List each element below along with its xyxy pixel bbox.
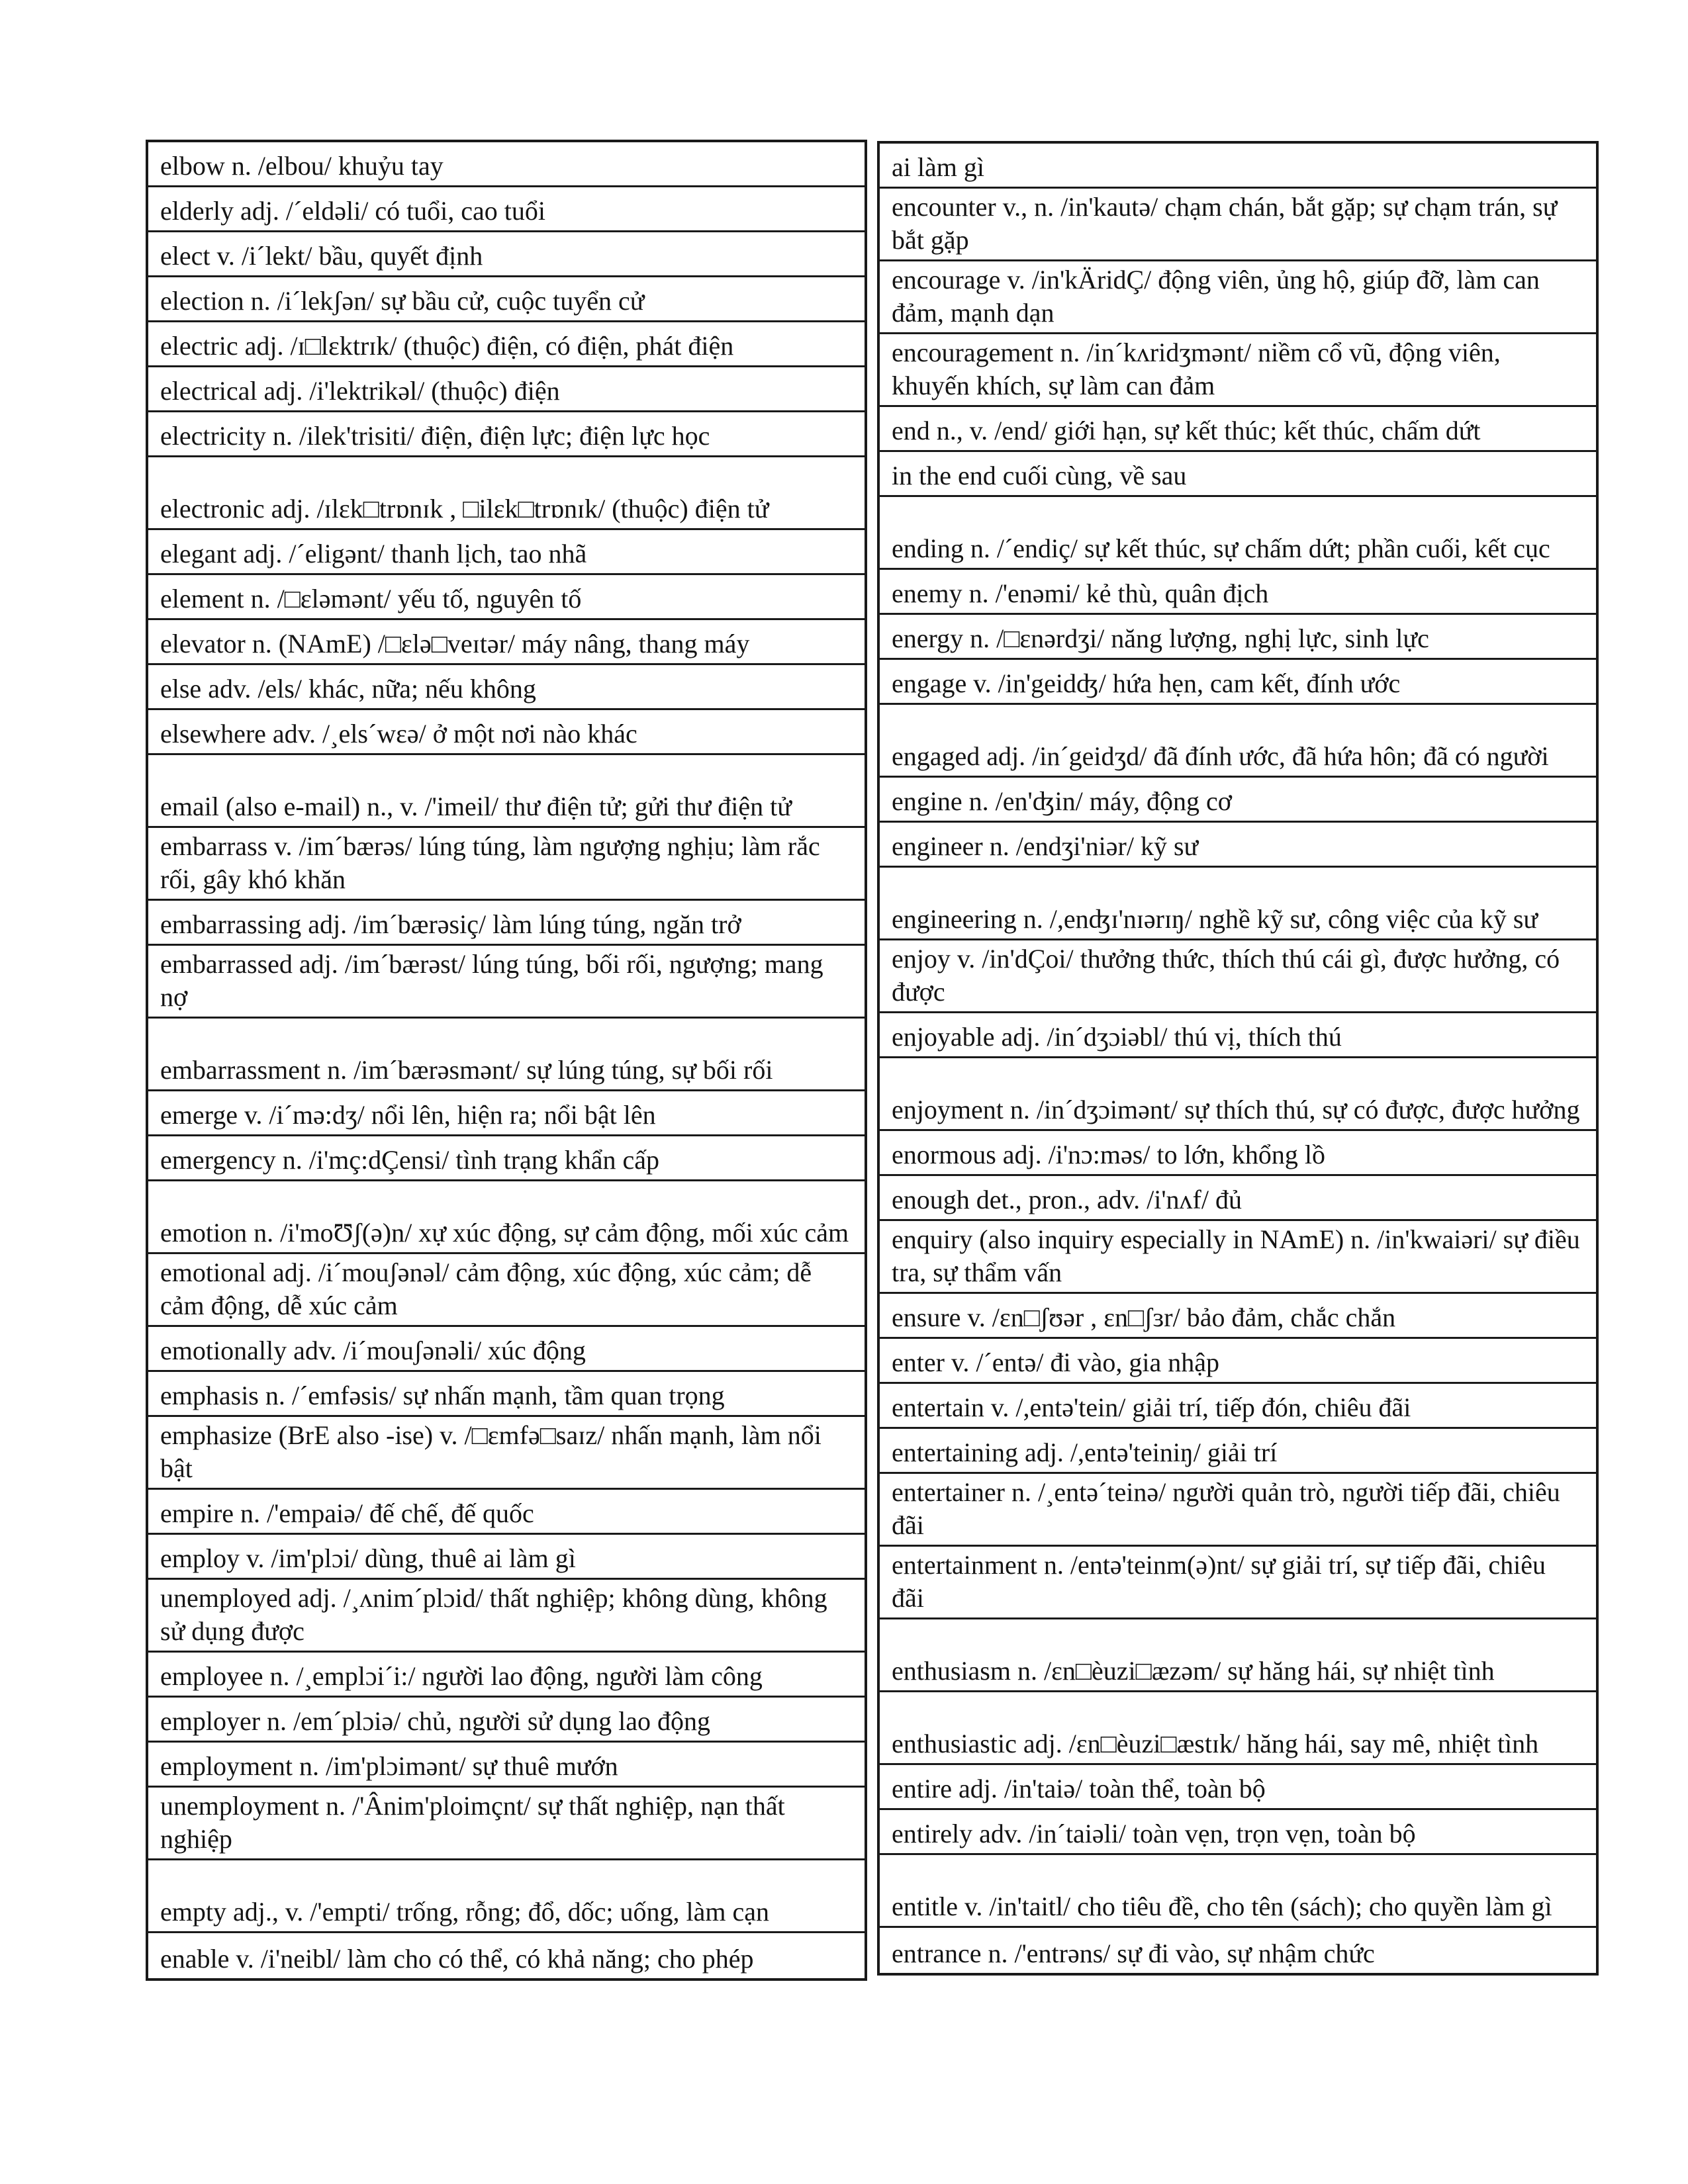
vocab-entry-text: emerge v. /i´mə:dʒ/ nổi lên, hiện ra; nổi bật lên <box>160 1100 656 1130</box>
vocab-entry-text: entire adj. /in'taiə/ toàn thể, toàn bộ <box>892 1774 1266 1803</box>
vocab-entry-text: entirely adv. /in´taiəli/ toàn vẹn, trọn vẹn, toàn bộ <box>892 1819 1416 1848</box>
vocab-entry-text: embarrassment n. /im´bærəsmənt/ sự lúng túng, sự bối rối <box>160 1055 773 1085</box>
vocab-entry-text: unemployed adj. /¸ʌnim´plɔid/ thất nghiệp; không dùng, không sử dụng được <box>160 1583 827 1646</box>
vocab-entry-text: enthusiastic adj. /ɛn□èuzi□æstɪk/ hăng hái, say mê, nhiệt tình <box>892 1729 1539 1758</box>
vocab-entry-row <box>880 497 1596 570</box>
vocab-entry-text: energy n. /□ɛnərdʒi/ năng lượng, nghị lực, sinh lực <box>892 623 1429 653</box>
vocab-entry-row <box>880 452 1596 497</box>
vocab-entry-text: employment n. /im'plɔimənt/ sự thuê mướn <box>160 1751 618 1781</box>
vocab-entry-row <box>148 1490 865 1535</box>
vocab-entry-text: else adv. /els/ khác, nữa; nếu không <box>160 674 536 704</box>
vocab-entry-row <box>148 1743 865 1788</box>
vocab-entry-text: enormous adj. /i'nɔ:məs/ to lớn, khổng lồ <box>892 1140 1325 1169</box>
vocab-entry-text: electronic adj. /ɪlɛk□trɒnɪk , □ilɛk□trɒnɪk/ (thuộc) điện tử <box>160 494 769 523</box>
vocab-entry-row <box>880 1765 1596 1810</box>
vocab-entry-row <box>148 1372 865 1417</box>
vocab-entry-row <box>880 1013 1596 1058</box>
vocab-entry-text: employer n. /em´plɔiə/ chủ, người sử dụng lao động <box>160 1706 711 1736</box>
vocab-entry-row <box>148 1535 865 1580</box>
vocab-entry-text: elbow n. /elbou/ khuỷu tay <box>160 151 444 181</box>
vocab-entry-text: enthusiasm n. /ɛn□èuzi□æzəm/ sự hăng hái, sự nhiệt tình <box>892 1656 1495 1686</box>
vocab-entry-text: enemy n. /'enəmi/ kẻ thù, quân địch <box>892 578 1269 608</box>
vocab-entry-text: elderly adj. /´eldəli/ có tuổi, cao tuổi <box>160 196 546 226</box>
vocab-entry-row <box>148 1580 865 1653</box>
vocab-entry-text: ensure v. /ɛn□ʃʊər , ɛn□ʃɜr/ bảo đảm, chắc chắn <box>892 1302 1396 1332</box>
vocab-entry-text: encouragement n. /in´kʌridʒmənt/ niềm cổ vũ, động viên, khuyến khích, sự làm can đảm <box>892 338 1501 400</box>
vocab-entry-text: emphasize (BrE also -ise) v. /□ɛmfə□saɪz/ nhấn mạnh, làm nổi bật <box>160 1420 821 1483</box>
vocab-entry-row <box>880 334 1596 407</box>
vocab-entry-text: elsewhere adv. /¸els´wɛə/ ở một nơi nào khác <box>160 719 637 749</box>
vocab-entry-text: enable v. /i'neibl/ làm cho có thể, có khả năng; cho phép <box>160 1944 754 1974</box>
left-vocabulary-column <box>146 140 867 1981</box>
vocab-entry-row <box>148 1019 865 1091</box>
vocab-entry-row <box>880 144 1596 189</box>
vocab-entry-row <box>880 1855 1596 1928</box>
vocab-entry-row <box>148 665 865 710</box>
vocab-entry-text: embarrass v. /im´bærəs/ lúng túng, làm ngượng nghịu; làm rắc rối, gây khó khăn <box>160 831 820 894</box>
vocab-entry-text: electric adj. /ɪ□lɛktrɪk/ (thuộc) điện, có điện, phát điện <box>160 331 734 361</box>
vocab-entry-text: enough det., pron., adv. /i'nʌf/ đủ <box>892 1185 1242 1214</box>
vocab-entry-text: entitle v. /in'taitl/ cho tiêu đề, cho tên (sách); cho quyền làm gì <box>892 1891 1552 1921</box>
vocab-entry-row <box>148 946 865 1019</box>
vocab-entry-text: engage v. /in'geidʤ/ hứa hẹn, cam kết, đính ước <box>892 668 1401 698</box>
vocab-entry-row <box>880 1692 1596 1765</box>
vocab-entry-row <box>880 189 1596 261</box>
vocab-entry-row <box>880 1429 1596 1474</box>
vocab-entry-text: encounter v., n. /in'kautə/ chạm chán, bắt gặp; sự chạm trán, sự bắt gặp <box>892 192 1558 255</box>
vocab-entry-row <box>880 1547 1596 1619</box>
vocab-entry-row <box>148 901 865 946</box>
vocab-entry-text: emotionally adv. /i´mouʃənəli/ xúc động <box>160 1336 586 1365</box>
vocab-entry-row <box>148 1254 865 1327</box>
vocab-entry-row <box>880 1384 1596 1429</box>
vocab-entry-text: emphasis n. /´emfəsis/ sự nhấn mạnh, tầm quan trọng <box>160 1381 725 1410</box>
vocab-entry-row <box>880 940 1596 1013</box>
vocab-entry-row <box>148 710 865 755</box>
vocab-entry-row <box>148 1653 865 1698</box>
vocab-entry-text: elevator n. (NAmE) /□ɛlə□veɪtər/ máy nâng, thang máy <box>160 629 750 659</box>
vocab-entry-row <box>148 1091 865 1136</box>
vocab-entry-row <box>148 367 865 412</box>
vocab-entry-text: elect v. /i´lekt/ bầu, quyết định <box>160 241 483 271</box>
vocab-entry-row <box>880 1619 1596 1692</box>
vocab-entry-row <box>148 232 865 277</box>
vocab-entry-text: engineering n. /,enʤɪ'nɪərɪŋ/ nghề kỹ sư, công việc của kỹ sư <box>892 904 1538 934</box>
vocab-entry-text: entertainer n. /¸entə´teinə/ người quản trò, người tiếp đãi, chiêu đãi <box>892 1477 1560 1540</box>
vocab-entry-row <box>148 530 865 575</box>
vocab-entry-row <box>880 1294 1596 1339</box>
vocab-entry-text: entertaining adj. /,entə'teiniŋ/ giải trí <box>892 1437 1278 1467</box>
vocab-entry-text: enquiry (also inquiry especially in NAmE) n. /in'kwaiəri/ sự điều tra, sự thẩm vấn <box>892 1224 1580 1287</box>
vocab-entry-text: empty adj., v. /'empti/ trống, rỗng; đổ, dốc; uống, làm cạn <box>160 1897 769 1927</box>
vocab-entry-row <box>148 1136 865 1181</box>
vocab-entry-row <box>880 868 1596 940</box>
vocab-entry-row <box>880 615 1596 660</box>
vocab-entry-row <box>880 660 1596 705</box>
vocab-entry-text: entertainment n. /entə'teinm(ə)nt/ sự giải trí, sự tiếp đãi, chiêu đãi <box>892 1550 1546 1613</box>
vocab-entry-text: end n., v. /end/ giới hạn, sự kết thúc; kết thúc, chấm dứt <box>892 416 1481 445</box>
vocab-entry-text: element n. /□ɛləmənt/ yếu tố, nguyên tố <box>160 584 582 614</box>
vocab-entry-row <box>880 1058 1596 1131</box>
vocab-entry-text: ending n. /´endiç/ sự kết thúc, sự chấm dứt; phần cuối, kết cục <box>892 533 1550 563</box>
vocab-entry-row <box>148 1181 865 1254</box>
vocab-entry-row <box>148 277 865 322</box>
vocab-entry-text: employ v. /im'plɔi/ dùng, thuê ai làm gì <box>160 1543 576 1573</box>
vocab-entry-row <box>880 570 1596 615</box>
vocab-entry-text: employee n. /¸emplɔi´i:/ người lao động, người làm công <box>160 1661 763 1691</box>
vocab-entry-text: entertain v. /,entə'tein/ giải trí, tiếp đón, chiêu đãi <box>892 1392 1411 1422</box>
vocab-entry-text: engineer n. /endʒi'niər/ kỹ sư <box>892 831 1199 861</box>
vocab-entry-row <box>148 1698 865 1743</box>
vocab-entry-text: elegant adj. /´eligənt/ thanh lịch, tao nhã <box>160 539 587 569</box>
vocab-entry-row <box>148 620 865 665</box>
vocab-entry-text: electricity n. /ilek'trisiti/ điện, điện lực; điện lực học <box>160 421 710 451</box>
right-vocabulary-column <box>877 141 1599 1976</box>
vocab-entry-row <box>880 1810 1596 1855</box>
vocab-entry-row <box>148 142 865 187</box>
vocab-entry-text: embarrassing adj. /im´bærəsiç/ làm lúng túng, ngăn trở <box>160 909 741 939</box>
vocab-entry-text: in the end cuối cùng, về sau <box>892 461 1187 490</box>
vocab-entry-text: emotion n. /i'moƱʃ(ə)n/ xự xúc động, sự cảm động, mối xúc cảm <box>160 1218 849 1248</box>
vocab-entry-row <box>148 457 865 530</box>
vocab-entry-text: emergency n. /i'mç:dÇensi/ tình trạng khẩn cấp <box>160 1145 660 1175</box>
vocab-entry-row <box>148 322 865 367</box>
vocab-entry-text: enter v. /´entə/ đi vào, gia nhập <box>892 1347 1219 1377</box>
vocab-entry-row <box>148 828 865 901</box>
vocab-entry-row <box>880 1339 1596 1384</box>
vocab-entry-text: encourage v. /in'kÄridÇ/ động viên, ủng hộ, giúp đỡ, làm can đảm, mạnh dạn <box>892 265 1540 328</box>
vocab-entry-row <box>880 261 1596 334</box>
vocab-entry-row <box>880 1474 1596 1547</box>
vocab-entry-text: ai làm gì <box>892 152 984 182</box>
vocab-entry-text: entrance n. /'entrəns/ sự đi vào, sự nhậm chức <box>892 1938 1375 1968</box>
vocab-entry-row <box>880 1131 1596 1176</box>
vocab-entry-text: empire n. /'empaiə/ đế chế, đế quốc <box>160 1498 534 1528</box>
vocab-entry-text: embarrassed adj. /im´bærəst/ lúng túng, bối rối, ngượng; mang nợ <box>160 949 823 1012</box>
vocab-entry-text: election n. /i´lekʃən/ sự bầu cử, cuộc tuyển cử <box>160 286 645 316</box>
vocab-entry-row <box>148 1788 865 1860</box>
vocab-entry-text: enjoy v. /in'dÇoi/ thưởng thức, thích thú cái gì, được hưởng, có được <box>892 944 1560 1007</box>
vocab-entry-text: enjoyable adj. /in´dʒɔiəbl/ thú vị, thích thú <box>892 1022 1342 1052</box>
vocab-entry-row <box>148 575 865 620</box>
vocab-entry-text: engaged adj. /in´geidʒd/ đã đính ước, đã hứa hôn; đã có người <box>892 741 1549 771</box>
vocab-entry-text: email (also e-mail) n., v. /'imeil/ thư điện tử; gửi thư điện tử <box>160 792 792 821</box>
vocab-entry-row <box>880 407 1596 452</box>
vocab-entry-row <box>880 823 1596 868</box>
vocab-entry-row <box>880 705 1596 778</box>
vocab-entry-row <box>148 1327 865 1372</box>
vocab-entry-row <box>880 1176 1596 1221</box>
vocab-entry-row <box>880 1928 1596 1973</box>
vocab-entry-text: engine n. /en'ʤin/ máy, động cơ <box>892 786 1232 816</box>
vocab-entry-row <box>880 778 1596 823</box>
vocab-entry-row <box>148 1933 865 1978</box>
vocab-entry-row <box>148 755 865 828</box>
vocab-entry-row <box>148 412 865 457</box>
vocab-entry-row <box>148 1417 865 1490</box>
vocab-entry-text: emotional adj. /i´mouʃənəl/ cảm động, xúc động, xúc cảm; dễ cảm động, dễ xúc cảm <box>160 1257 812 1320</box>
vocab-entry-row <box>148 187 865 232</box>
vocab-entry-row <box>148 1860 865 1933</box>
vocab-entry-text: unemployment n. /'Ânim'ploimçnt/ sự thất nghiệp, nạn thất nghiệp <box>160 1791 785 1854</box>
vocab-entry-text: electrical adj. /i'lektrikəl/ (thuộc) điện <box>160 376 560 406</box>
vocab-entry-text: enjoyment n. /in´dʒɔimənt/ sự thích thú, sự có được, được hưởng <box>892 1095 1580 1124</box>
vocab-entry-row <box>880 1221 1596 1294</box>
